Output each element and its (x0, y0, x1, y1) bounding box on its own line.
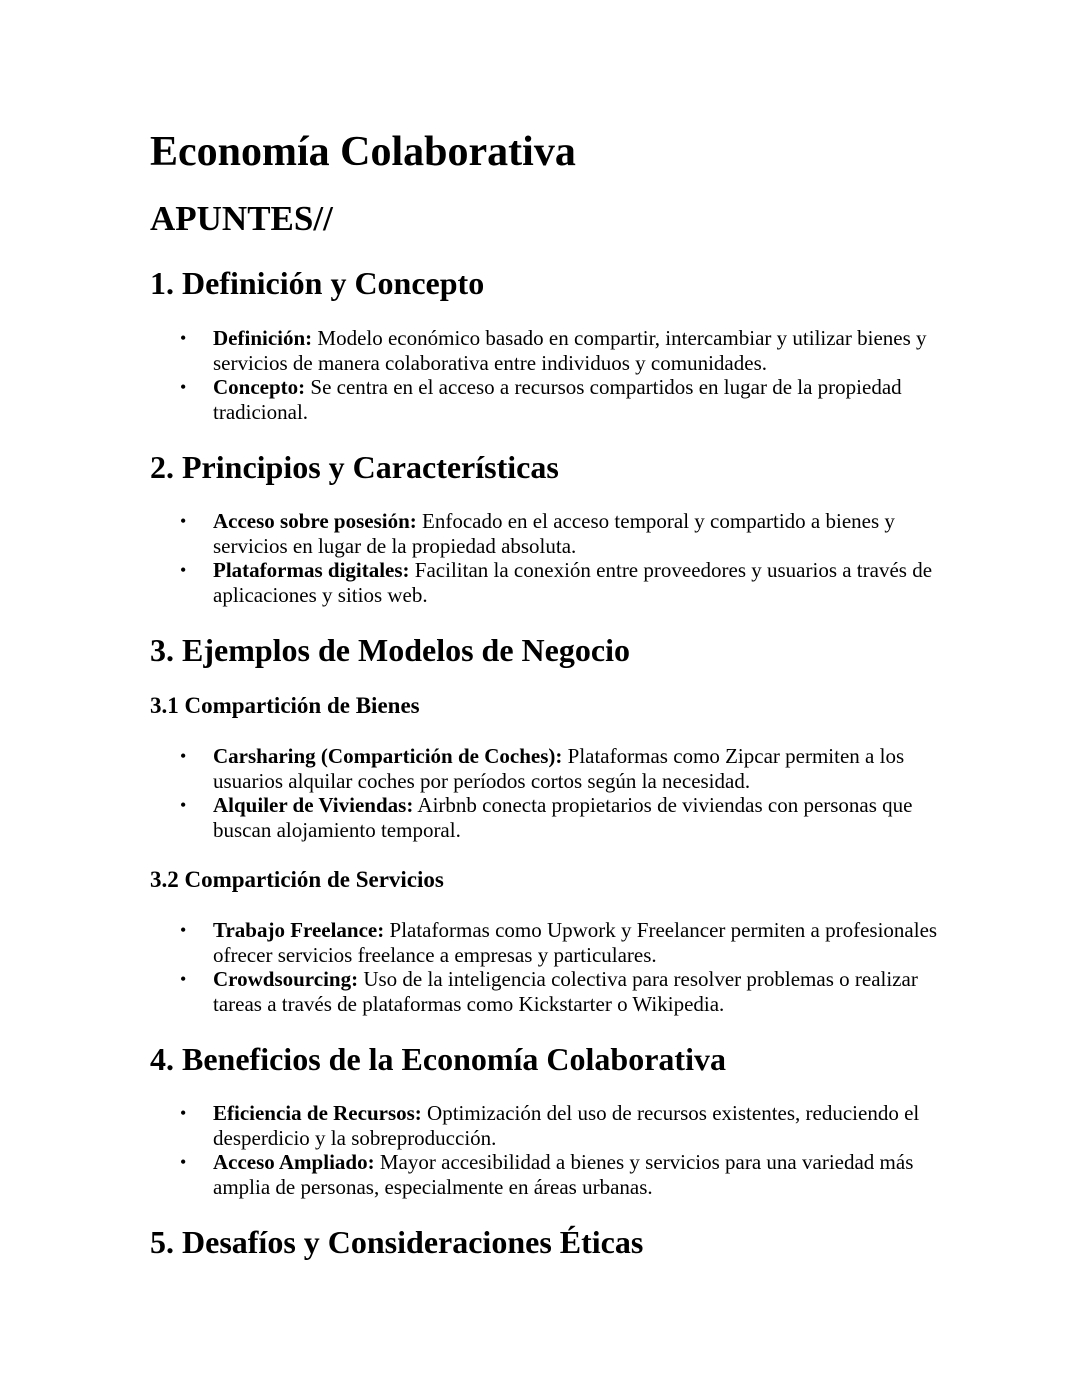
list-item (150, 918, 940, 967)
list-item (150, 509, 940, 558)
item-text: Plataformas como Zipcar permiten a los usuarios alquilar coches por períodos cortos según la necesidad. (213, 744, 905, 793)
subsection-heading-bienes: 3.1 Compartición de Bienes (150, 693, 420, 718)
list-item (150, 326, 940, 375)
list-item (150, 558, 940, 607)
item-text: Plataformas como Upwork y Freelancer permiten a profesionales ofrecer servicios freelance a empresas y particulares. (213, 918, 938, 967)
bullet-icon: • (180, 560, 187, 580)
item-term: Acceso sobre posesión: (213, 509, 417, 533)
section-heading-beneficios: 4. Beneficios de la Economía Colaborativa (150, 1041, 726, 1077)
item-term: Crowdsourcing: (213, 967, 359, 991)
item-term: Acceso Ampliado: (213, 1150, 375, 1174)
item-term: Carsharing (Compartición de Coches): (213, 744, 563, 768)
list-item (150, 375, 940, 424)
item-text: Facilitan la conexión entre proveedores y usuarios a través de aplicaciones y sitios web. (213, 558, 933, 607)
bullet-icon: • (180, 328, 187, 348)
item-text: Mayor accesibilidad a bienes y servicios para una variedad más amplia de personas, especialmente en áreas urbanas. (213, 1150, 914, 1199)
item-text: Uso de la inteligencia colectiva para resolver problemas o realizar tareas a través de plataformas como Kickstarter o Wikipedia. (213, 967, 918, 1016)
bullet-icon: • (180, 795, 187, 815)
subsection-list-bienes (150, 744, 940, 842)
item-text: Airbnb conecta propietarios de viviendas con personas que buscan alojamiento temporal. (213, 793, 913, 842)
document-subtitle: APUNTES// (150, 199, 333, 238)
item-text: Enfocado en el acceso temporal y compartido a bienes y servicios en lugar de la propiedad absoluta. (213, 509, 895, 558)
section-list-definicion (150, 326, 940, 424)
list-item (150, 967, 940, 1016)
list-item (150, 1150, 940, 1199)
item-text: Se centra en el acceso a recursos compartidos en lugar de la propiedad tradicional. (213, 375, 902, 424)
section-list-beneficios (150, 1101, 940, 1199)
bullet-icon: • (180, 1103, 187, 1123)
section-heading-ejemplos: 3. Ejemplos de Modelos de Negocio (150, 632, 630, 668)
item-text: Optimización del uso de recursos existentes, reduciendo el desperdicio y la sobreproducción. (213, 1101, 920, 1150)
bullet-icon: • (180, 746, 187, 766)
list-item (150, 744, 940, 793)
bullet-icon: • (180, 377, 187, 397)
list-item (150, 1101, 940, 1150)
section-heading-definicion: 1. Definición y Concepto (150, 265, 485, 301)
item-text: Modelo económico basado en compartir, intercambiar y utilizar bienes y servicios de manera colaborativa entre individuos y comunidades. (213, 326, 927, 375)
item-term: Concepto: (213, 375, 306, 399)
item-term: Alquiler de Viviendas: (213, 793, 414, 817)
bullet-icon: • (180, 969, 187, 989)
subsection-list-servicios (150, 918, 940, 1016)
item-term: Definición: (213, 326, 313, 350)
bullet-icon: • (180, 920, 187, 940)
item-term: Trabajo Freelance: (213, 918, 385, 942)
section-heading-principios: 2. Principios y Características (150, 449, 559, 485)
subsection-heading-servicios: 3.2 Compartición de Servicios (150, 867, 444, 892)
section-list-principios (150, 509, 940, 607)
item-term: Eficiencia de Recursos: (213, 1101, 422, 1125)
list-item (150, 793, 940, 842)
bullet-icon: • (180, 1152, 187, 1172)
section-heading-desafios: 5. Desafíos y Consideraciones Éticas (150, 1224, 644, 1260)
bullet-icon: • (180, 511, 187, 531)
document-title: Economía Colaborativa (150, 129, 576, 175)
item-term: Plataformas digitales: (213, 558, 410, 582)
